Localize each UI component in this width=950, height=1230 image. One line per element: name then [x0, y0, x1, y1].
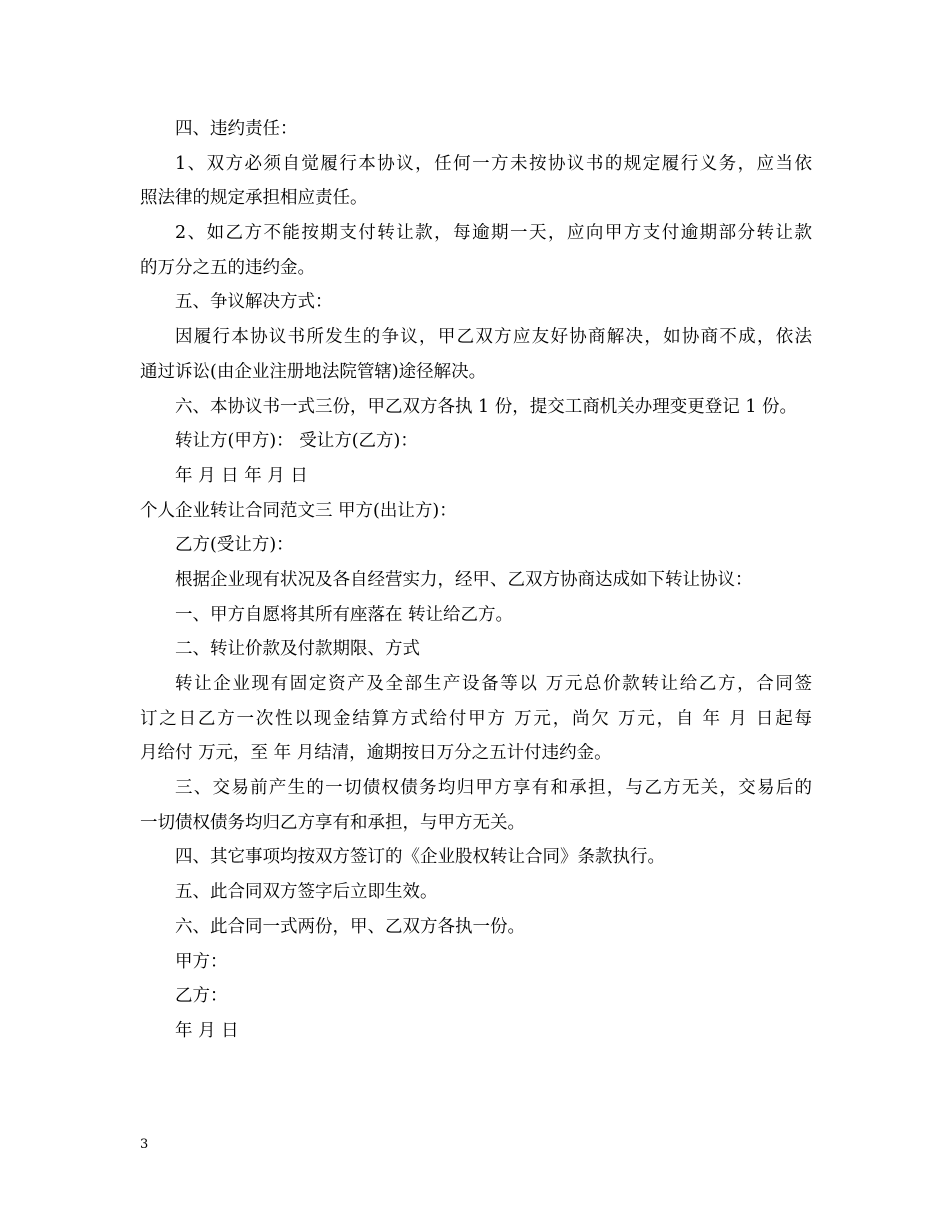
text-line: 四、其它事项均按双方签订的《企业股权转让合同》条款执行。 — [175, 847, 665, 868]
text-line: 一切债权债务均归乙方享有和承担，与甲方无关。 — [140, 812, 525, 833]
text-line: 甲方： — [175, 951, 228, 972]
text-line: 订之日乙方一次性以现金结算方式给付甲方 万元，尚欠 万元，自 年 月 日起每 — [140, 708, 812, 729]
text-line: 月给付 万元，至 年 月结清，逾期按日万分之五计付违约金。 — [140, 743, 612, 764]
text-line: 三、交易前产生的一切债权债务均归甲方享有和承担，与乙方无关，交易后的 — [175, 778, 812, 799]
text-line: 照法律的规定承担相应责任。 — [140, 188, 368, 209]
text-line: 六、本协议书一式三份，甲乙双方各执 1 份，提交工商机关办理变更登记 1 份。 — [175, 396, 798, 417]
document-body — [140, 112, 812, 1049]
text-line: 因履行本协议书所发生的争议，甲乙双方应友好协商解决，如协商不成，依法 — [175, 327, 812, 348]
text-line: 乙方(受让方)： — [175, 535, 294, 556]
text-line: 1、双方必须自觉履行本协议，任何一方未按协议书的规定履行义务，应当依 — [175, 153, 812, 174]
text-line: 通过诉讼(由企业注册地法院管辖)途径解决。 — [140, 361, 487, 382]
text-line: 转让方(甲方)： 受让方(乙方)： — [175, 431, 418, 452]
text-line: 五、争议解决方式： — [175, 292, 333, 313]
text-line: 个人企业转让合同范文三 甲方(出让方)： — [140, 500, 457, 521]
text-line: 转让企业现有固定资产及全部生产设备等以 万元总价款转让给乙方，合同签 — [175, 674, 812, 694]
text-line: 年 月 日 — [175, 1020, 239, 1041]
text-line: 四、违约责任： — [175, 119, 298, 139]
text-line: 五、此合同双方签字后立即生效。 — [175, 882, 438, 903]
page-number: 3 — [140, 1137, 149, 1152]
text-line: 2、如乙方不能按期支付转让款，每逾期一天，应向甲方支付逾期部分转让款 — [175, 223, 812, 244]
text-line: 六、此合同一式两份，甲、乙双方各执一份。 — [175, 916, 525, 937]
text-line: 的万分之五的违约金。 — [140, 257, 315, 278]
text-line: 乙方： — [175, 986, 228, 1007]
text-line: 根据企业现有状况及各自经营实力，经甲、乙双方协商达成如下转让协议： — [175, 569, 753, 590]
text-line: 二、转让价款及付款期限、方式 — [175, 639, 420, 660]
text-line: 年 月 日 年 月 日 — [175, 465, 308, 486]
text-line: 一、甲方自愿将其所有座落在 转让给乙方。 — [175, 604, 514, 625]
